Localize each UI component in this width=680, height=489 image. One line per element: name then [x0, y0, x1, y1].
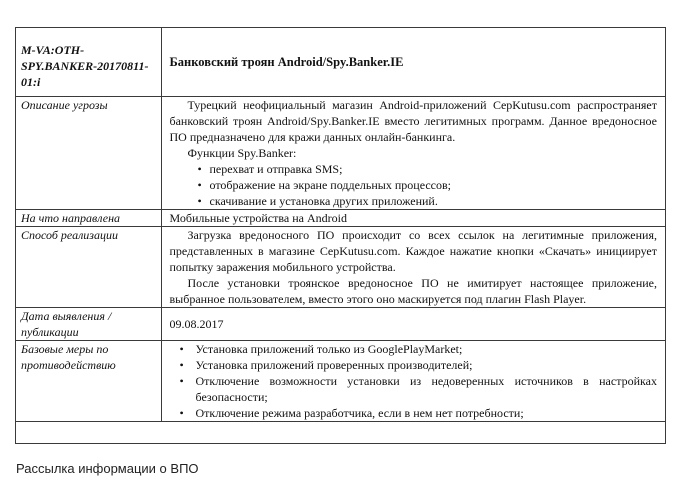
row-target [16, 210, 665, 227]
row-date [16, 308, 665, 341]
row-value-method [161, 227, 665, 308]
row-value-date: 09.08.2017 [161, 308, 665, 341]
list-item: • скачивание и установка других приложений. [200, 193, 658, 209]
row-label-date: Дата выявления / публикации [16, 308, 161, 341]
threat-title: Банковский троян Android/Spy.Banker.IE [161, 28, 665, 97]
row-description [16, 97, 665, 210]
list-item: • Отключение возможности установки из недоверенных источников в настройках безопасности; [180, 373, 658, 405]
list-item: • отображение на экране поддельных процессов; [200, 177, 658, 193]
row-measures [16, 341, 665, 422]
list-item: • Установка приложений проверенных производителей; [180, 357, 658, 373]
list-item: • Отключение режима разработчика, если в нем нет потребности; [180, 405, 658, 421]
row-value-description [161, 97, 665, 210]
method-paragraph-2: После установки троянское вредоносное ПО не имитирует настоящее приложение, выбранное пользователем, вместо этого оно маскируется под плагин Flash Player. [169, 276, 657, 306]
header-row [16, 28, 665, 97]
figure-caption: Рассылка информации о ВПО [16, 461, 199, 476]
row-label-description: Описание угрозы [16, 97, 161, 210]
list-item: • перехват и отправка SMS; [200, 161, 658, 177]
list-item: • Установка приложений только из GooglePlayMarket; [180, 341, 658, 357]
threat-document [15, 27, 666, 444]
row-value-target: Мобильные устройства на Android [161, 210, 665, 227]
threat-table [16, 28, 665, 422]
functions-list [170, 161, 658, 209]
row-method [16, 227, 665, 308]
row-value-measures [161, 341, 665, 422]
row-label-measures: Базовые меры по противодействию [16, 341, 161, 422]
measures-list [170, 341, 658, 421]
method-paragraph-1: Загрузка вредоносного ПО происходит со всех ссылок на легитимные приложения, представленных в магазине CepKutusu.com. Каждое нажатие кнопки «Скачать» инициирует попытку заражения мобильного устройства. [169, 228, 657, 274]
row-label-method: Способ реализации [16, 227, 161, 308]
description-paragraph: Турецкий неофициальный магазин Android-приложений CepKutusu.com распространяет банковский троян Android/Spy.Banker.IE вместо легитимных программ. Данное вредоносное ПО предназначено для кражи данных онлайн-банкинга. [169, 98, 657, 144]
functions-label: Функции Spy.Banker: [187, 146, 297, 160]
row-label-target: На что направлена [16, 210, 161, 227]
threat-id-code: M-VA:OTH-SPY.BANKER-20170811-01:i [16, 28, 161, 97]
